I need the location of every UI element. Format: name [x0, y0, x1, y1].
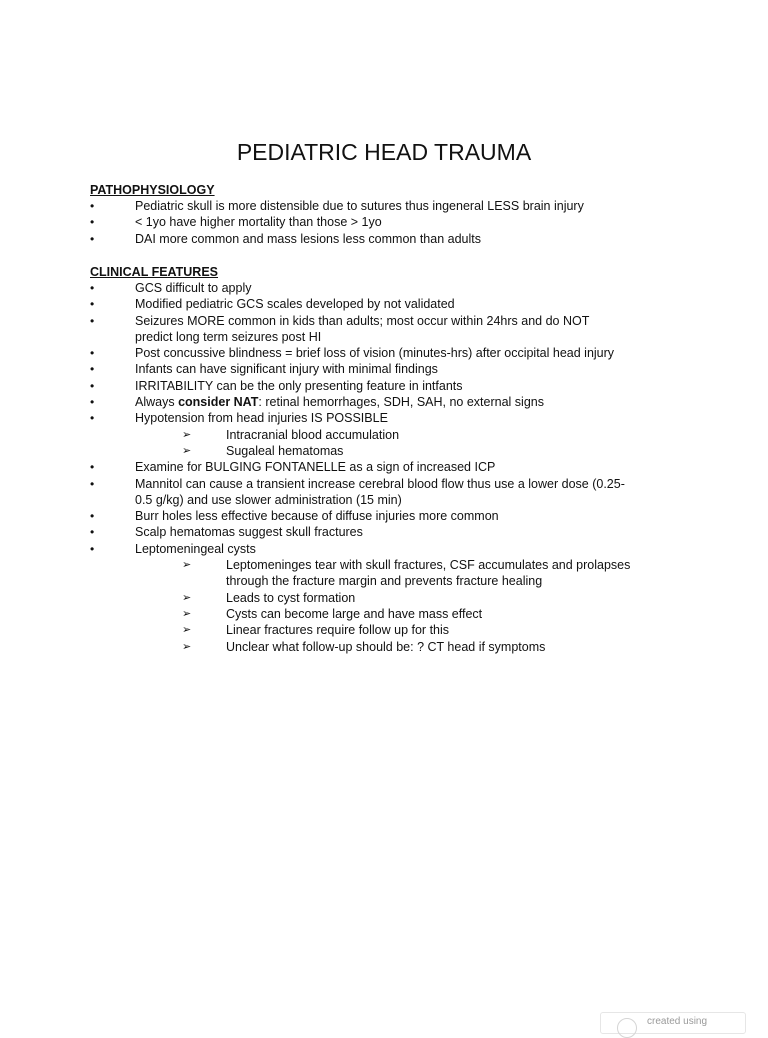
list-item-text: Burr holes less effective because of diffuse injuries more common — [135, 509, 499, 524]
list-item — [90, 198, 690, 214]
bullet-icon: • — [90, 362, 95, 377]
list-item-text-line2: predict long term seizures post HI — [135, 329, 322, 344]
sub-list-item-text-line1: Leptomeninges tear with skull fractures, CSF accumulates and prolapses — [226, 558, 631, 573]
list-item-text: Pediatric skull is more distensible due to sutures thus ingeneral LESS brain injury — [135, 199, 584, 213]
bullet-icon: • — [90, 525, 95, 540]
bullet-icon: • — [90, 231, 95, 246]
arrow-bullet-icon: ➢ — [182, 444, 192, 457]
sub-list-item — [90, 557, 690, 590]
list-item-text: DAI more common and mass lesions less common than adults — [135, 231, 481, 246]
list-item — [90, 410, 690, 426]
list-item — [90, 524, 690, 540]
list-item — [90, 345, 690, 361]
list-item — [90, 394, 690, 410]
arrow-bullet-icon: ➢ — [182, 640, 192, 653]
document-title: PEDIATRIC HEAD TRAUMA — [236, 139, 532, 165]
sub-list-item — [90, 590, 690, 606]
list-item-text: Post concussive blindness = brief loss of vision (minutes-hrs) after occipital head injury — [135, 346, 615, 361]
list-item-text: IRRITABILITY can be the only presenting feature in intfants — [135, 378, 463, 393]
bullet-icon: • — [90, 215, 95, 230]
list-item — [90, 214, 690, 230]
list-item — [90, 313, 690, 346]
list-item-text: Examine for BULGING FONTANELLE as a sign of increased ICP — [135, 460, 496, 475]
sub-list-item-text: Cysts can become large and have mass effect — [226, 606, 483, 621]
section-heading-clinical-features: CLINICAL FEATURES — [90, 265, 219, 279]
list-item-text-line2: 0.5 g/kg) and use slower administration (15 min) — [135, 492, 402, 507]
badge-text: created using — [647, 1016, 708, 1027]
sub-list-item-text: Leads to cyst formation — [226, 590, 356, 605]
list-item — [90, 231, 690, 247]
list-item — [90, 296, 690, 312]
sub-list-item-text: Intracranial blood accumulation — [226, 427, 400, 442]
list-item — [90, 508, 690, 524]
sub-list-item-text: Unclear what follow-up should be: ? CT head if symptoms — [226, 639, 546, 654]
sub-list-item — [90, 427, 690, 443]
list-item — [90, 476, 690, 509]
bullet-icon: • — [90, 509, 95, 524]
list-item-text: Leptomeningeal cysts — [135, 541, 256, 556]
bullet-icon: • — [90, 346, 95, 361]
list-item — [90, 378, 690, 394]
section-heading-pathophysiology: PATHOPHYSIOLOGY — [90, 183, 215, 197]
list-item-text: GCS difficult to apply — [135, 281, 252, 295]
bullet-icon: • — [90, 411, 95, 426]
list-item-text: Infants can have significant injury with minimal findings — [135, 362, 438, 377]
list-item-text: Scalp hematomas suggest skull fractures — [135, 525, 363, 540]
arrow-bullet-icon: ➢ — [182, 591, 192, 604]
pathophysiology-section — [90, 182, 690, 247]
bullet-icon: • — [90, 199, 95, 213]
sub-list-item-text: Sugaleal hematomas — [226, 443, 344, 458]
logo-icon — [617, 1018, 637, 1038]
list-item-text: Hypotension from head injuries IS POSSIBLE — [135, 411, 388, 426]
list-item-text-line1: Seizures MORE common in kids than adults; most occur within 24hrs and do NOT — [135, 313, 590, 328]
list-item-text-prefix: Always — [135, 395, 179, 410]
sub-list-item — [90, 443, 690, 459]
bullet-icon: • — [90, 281, 95, 295]
sub-list-item-text: Linear fractures require follow up for this — [226, 623, 450, 638]
bullet-icon: • — [90, 313, 95, 328]
list-item — [90, 459, 690, 475]
list-item — [90, 361, 690, 377]
bullet-icon: • — [90, 460, 95, 475]
bullet-icon: • — [90, 395, 95, 410]
arrow-bullet-icon: ➢ — [182, 428, 192, 441]
created-using-badge[interactable] — [600, 1012, 746, 1034]
list-item-text: < 1yo have higher mortality than those > 1yo — [135, 215, 382, 230]
clinical-features-section — [90, 264, 690, 655]
sub-list-item — [90, 622, 690, 638]
arrow-bullet-icon: ➢ — [182, 607, 192, 620]
list-item — [90, 541, 690, 557]
list-item-text: Modified pediatric GCS scales developed by not validated — [135, 297, 455, 312]
list-item — [90, 280, 690, 296]
bullet-icon: • — [90, 297, 95, 312]
sub-list-item — [90, 606, 690, 622]
list-item-text-line1: Mannitol can cause a transient increase cerebral blood flow thus use a lower dose (0.25- — [135, 476, 625, 491]
bullet-icon: • — [90, 378, 95, 393]
sub-list-item-text-line2: through the fracture margin and prevents fracture healing — [226, 574, 543, 589]
bullet-icon: • — [90, 476, 95, 491]
list-item-text-bold: consider NAT — [178, 395, 259, 410]
bullet-icon: • — [90, 541, 95, 556]
arrow-bullet-icon: ➢ — [182, 559, 192, 572]
list-item-text-suffix: : retinal hemorrhages, SDH, SAH, no external signs — [258, 395, 544, 410]
sub-list-item — [90, 639, 690, 655]
arrow-bullet-icon: ➢ — [182, 624, 192, 637]
